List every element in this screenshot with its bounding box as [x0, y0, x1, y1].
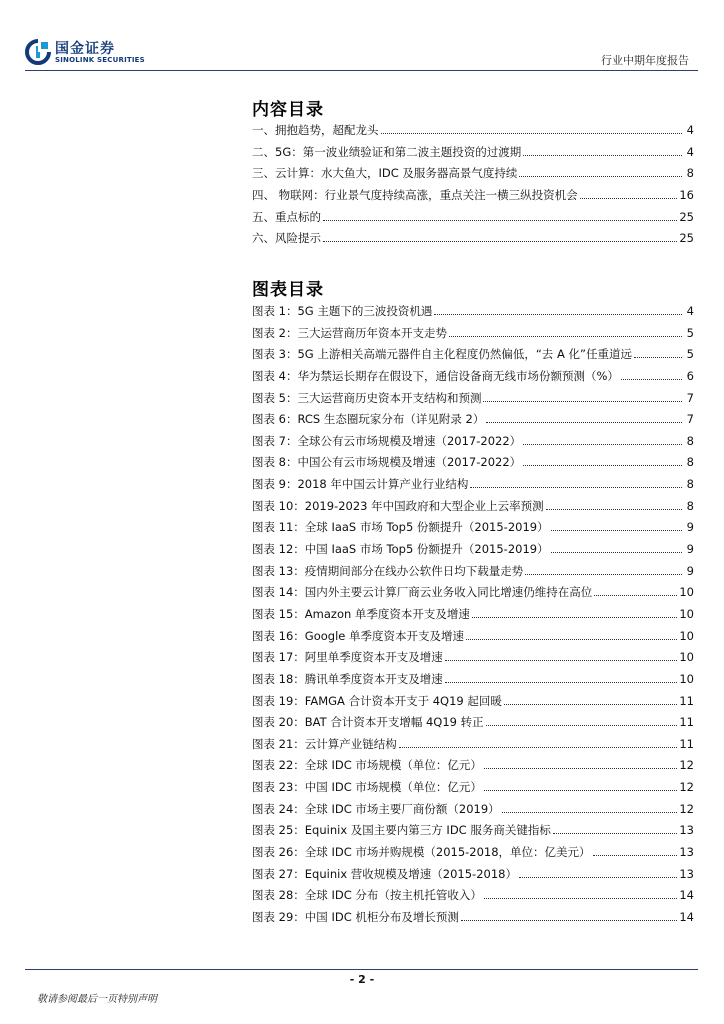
toc-item[interactable]: 二、5G：第一波业绩验证和第二波主题投资的过渡期 4	[252, 144, 694, 159]
figure-item[interactable]: 图表 2：三大运营商历年资本开支走势 5	[252, 325, 694, 340]
contents-title: 内容目录	[252, 100, 324, 120]
company-logo	[25, 38, 145, 68]
figure-item[interactable]: 图表 7：全球公有云市场规模及增速（2017-2022） 8	[252, 433, 694, 448]
header-divider	[25, 70, 698, 71]
toc-item[interactable]: 四、 物联网：行业景气度持续高涨，重点关注一横三纵投资机会 16	[252, 188, 694, 203]
figure-item[interactable]: 图表 14：国内外主要云计算厂商云业务收入同比增速仍维持在高位 10	[252, 585, 694, 600]
figure-item[interactable]: 图表 26：全球 IDC 市场并购规模（2015-2018，单位：亿美元） 13	[252, 845, 694, 860]
figure-item[interactable]: 图表 15：Amazon 单季度资本开支及增速 10	[252, 606, 694, 621]
company-name-en: SINOLINK SECURITIES	[55, 56, 145, 64]
page-header	[0, 0, 724, 72]
figure-item[interactable]: 图表 3：5G 上游相关高端元器件自主化程度仍然偏低，“去 A 化”任重道远 5	[252, 347, 694, 362]
footer-divider	[25, 969, 698, 970]
figure-item[interactable]: 图表 21：云计算产业链结构 11	[252, 736, 694, 751]
figure-item[interactable]: 图表 22：全球 IDC 市场规模（单位：亿元） 12	[252, 758, 694, 773]
toc-item[interactable]: 五、重点标的 25	[252, 209, 694, 224]
figure-item[interactable]: 图表 13：疫情期间部分在线办公软件日均下载量走势 9	[252, 563, 694, 578]
figure-item[interactable]: 图表 28：全球 IDC 分布（按主机托管收入） 14	[252, 888, 694, 903]
figure-item[interactable]: 图表 17：阿里单季度资本开支及增速 10	[252, 650, 694, 665]
figure-item[interactable]: 图表 1：5G 主题下的三波投资机遇 4	[252, 304, 694, 318]
report-type: 行业中期年度报告	[601, 54, 689, 67]
figure-item[interactable]: 图表 10：2019-2023 年中国政府和大型企业上云率预测 8	[252, 498, 694, 513]
figure-item[interactable]: 图表 23：中国 IDC 市场规模（单位：亿元） 12	[252, 780, 694, 795]
figure-item[interactable]: 图表 24：全球 IDC 市场主要厂商份额（2019） 12	[252, 801, 694, 816]
figure-item[interactable]: 图表 8：中国公有云市场规模及增速（2017-2022） 8	[252, 455, 694, 470]
figure-item[interactable]: 图表 25：Equinix 及国主要内第三方 IDC 服务商关键指标 13	[252, 823, 694, 838]
figure-item[interactable]: 图表 5：三大运营商历史资本开支结构和预测 7	[252, 390, 694, 405]
disclaimer: 敬请参阅最后一页特别声明	[37, 994, 157, 1005]
figures-title: 图表目录	[252, 280, 324, 300]
sinolink-logo-icon	[25, 39, 51, 65]
company-name-cn: 国金证券	[55, 41, 115, 57]
figure-item[interactable]: 图表 29：中国 IDC 机柜分布及增长预测 14	[252, 909, 694, 924]
figure-item[interactable]: 图表 18：腾讯单季度资本开支及增速 10	[252, 671, 694, 686]
figure-item[interactable]: 图表 12：中国 IaaS 市场 Top5 份额提升（2015-2019） 9	[252, 542, 694, 557]
figures-list	[252, 303, 694, 931]
figure-item[interactable]: 图表 11：全球 IaaS 市场 Top5 份额提升（2015-2019） 9	[252, 520, 694, 535]
figure-item[interactable]: 图表 20：BAT 合计资本开支增幅 4Q19 转正 11	[252, 715, 694, 730]
page-number: - 2 -	[349, 973, 375, 986]
toc-item[interactable]: 一、拥抱趋势，超配龙头 4	[252, 123, 694, 137]
figure-item[interactable]: 图表 27：Equinix 营收规模及增速（2015-2018） 13	[252, 866, 694, 881]
toc-item[interactable]: 六、风险提示 25	[252, 231, 694, 246]
figure-item[interactable]: 图表 19：FAMGA 合计资本开支于 4Q19 起回暖 11	[252, 693, 694, 708]
figure-item[interactable]: 图表 9：2018 年中国云计算产业行业结构 8	[252, 477, 694, 492]
figure-item[interactable]: 图表 16：Google 单季度资本开支及增速 10	[252, 628, 694, 643]
figure-item[interactable]: 图表 6：RCS 生态圈玩家分布（详见附录 2） 7	[252, 412, 694, 427]
figure-item[interactable]: 图表 4：华为禁运长期存在假设下，通信设备商无线市场份额预测（%） 6	[252, 368, 694, 383]
toc-item[interactable]: 三、云计算：水大鱼大，IDC 及服务器高景气度持续 8	[252, 166, 694, 181]
contents-list	[252, 122, 694, 252]
